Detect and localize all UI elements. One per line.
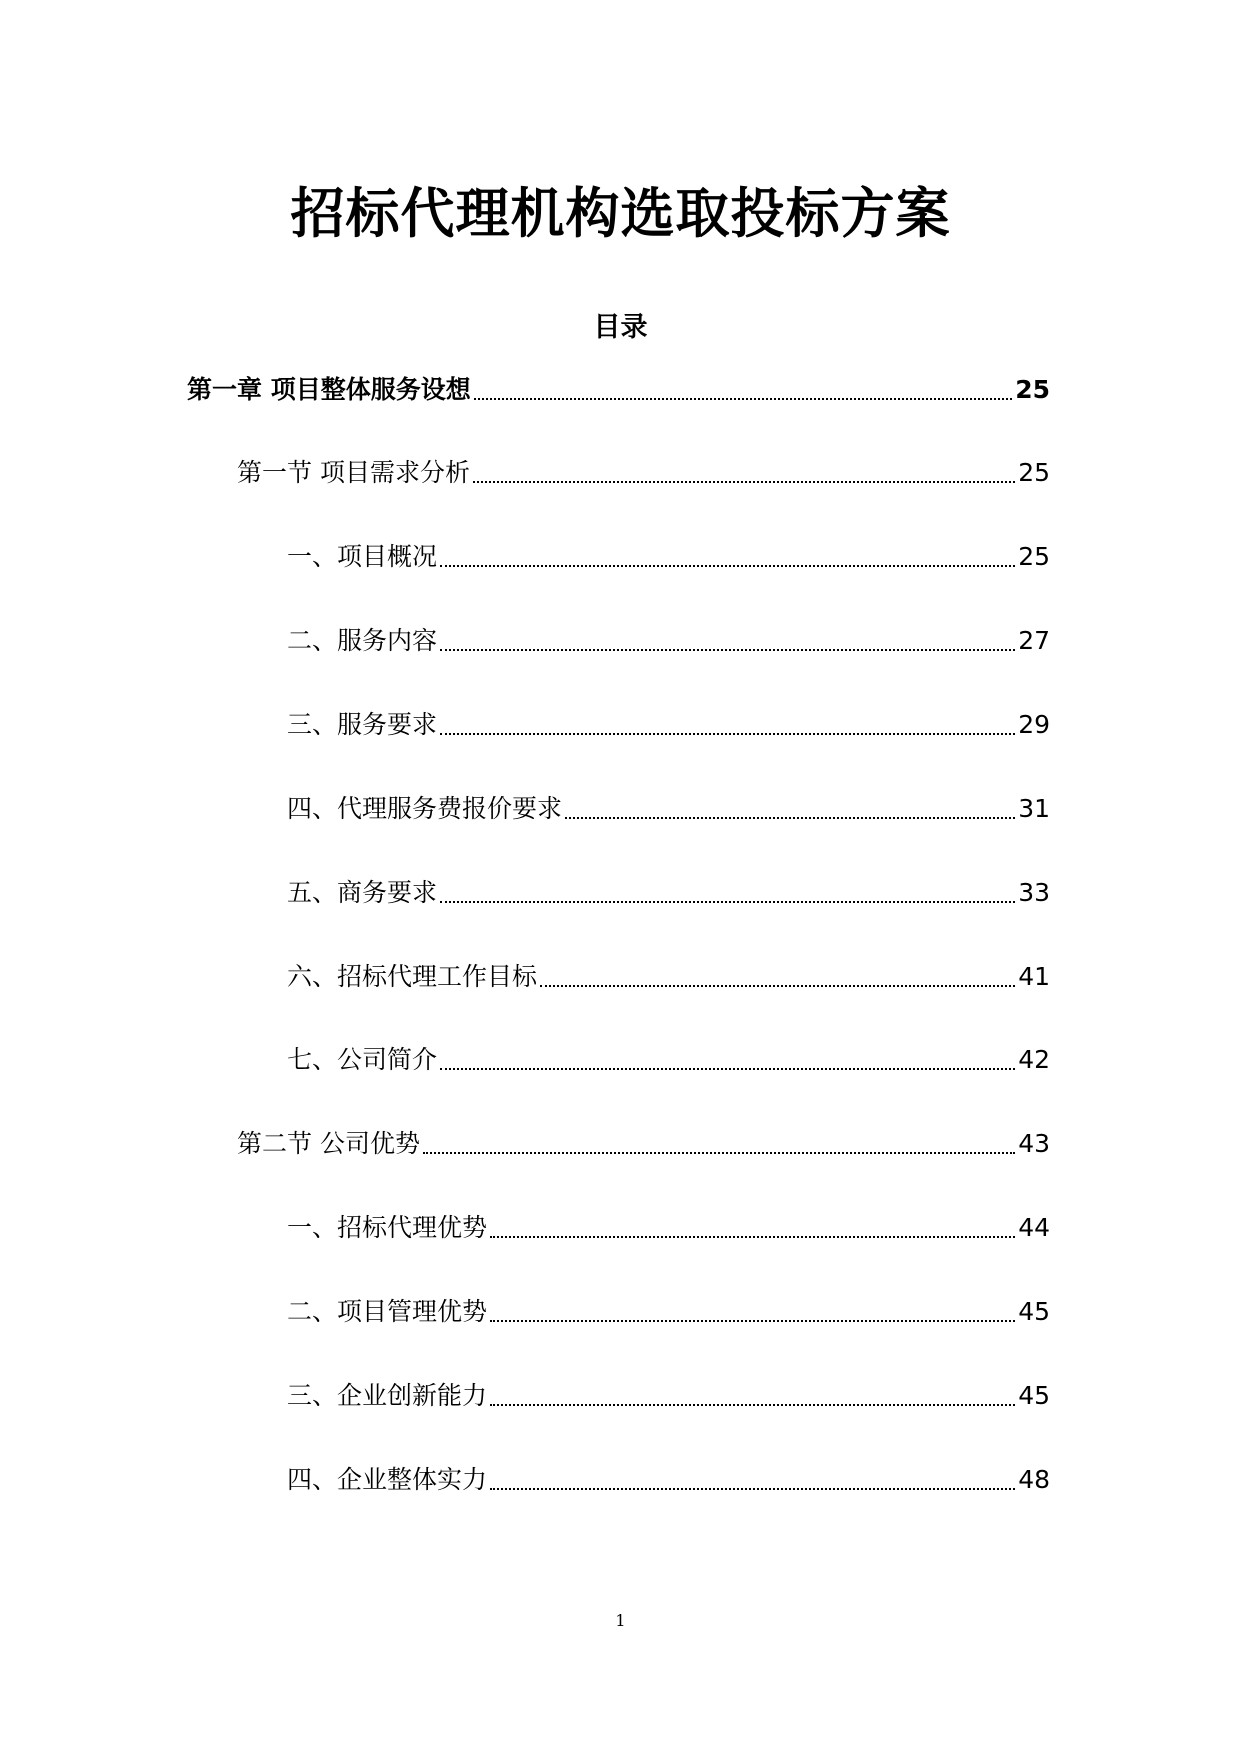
toc-entry[interactable] xyxy=(287,621,1050,661)
toc-leader-dots xyxy=(490,1404,1015,1406)
toc-entry-label: 四、代理服务费报价要求 xyxy=(287,794,563,823)
toc-entry-label: 三、服务要求 xyxy=(287,710,438,739)
toc-entry[interactable] xyxy=(287,1208,1050,1248)
toc-entry-label: 第一节 项目需求分析 xyxy=(237,458,470,487)
toc-leader-dots xyxy=(440,733,1015,735)
toc-entry-page: 43 xyxy=(1018,1129,1050,1158)
toc-entry[interactable] xyxy=(287,957,1050,997)
toc-entry-page: 29 xyxy=(1018,710,1050,739)
toc-entry-label: 六、招标代理工作目标 xyxy=(287,962,538,991)
toc-leader-dots xyxy=(440,1068,1015,1070)
toc-leader-dots xyxy=(440,565,1015,567)
toc-entry[interactable] xyxy=(187,370,1050,410)
toc-entry-page: 48 xyxy=(1018,1465,1050,1494)
toc-entry-label: 四、企业整体实力 xyxy=(287,1465,488,1494)
toc-leader-dots xyxy=(440,649,1015,651)
toc-entry-label: 一、项目概况 xyxy=(287,542,438,571)
toc-entry-label: 第二节 公司优势 xyxy=(237,1129,420,1158)
toc-leader-dots xyxy=(474,398,1012,400)
toc-entry-label: 第一章 项目整体服务设想 xyxy=(187,375,471,404)
toc-heading: 目录 xyxy=(593,312,648,343)
toc-entry-page: 25 xyxy=(1018,542,1050,571)
toc-entry[interactable] xyxy=(287,705,1050,745)
toc-entry[interactable] xyxy=(287,1040,1050,1080)
toc-entry[interactable] xyxy=(287,1460,1050,1500)
toc-entry-page: 33 xyxy=(1018,878,1050,907)
toc-leader-dots xyxy=(490,1488,1015,1490)
toc-leader-dots xyxy=(440,901,1015,903)
toc-entry[interactable] xyxy=(287,1292,1050,1332)
toc-entry-page: 27 xyxy=(1018,626,1050,655)
toc-entry-page: 25 xyxy=(1015,375,1050,404)
page-number: 1 xyxy=(615,1611,626,1630)
toc-leader-dots xyxy=(490,1320,1015,1322)
toc-entry[interactable] xyxy=(287,789,1050,829)
toc-entry-page: 41 xyxy=(1018,962,1050,991)
toc-entry[interactable] xyxy=(287,1376,1050,1416)
document-title: 招标代理机构选取投标方案 xyxy=(290,182,951,245)
toc-entry-page: 45 xyxy=(1018,1297,1050,1326)
toc-entry-label: 五、商务要求 xyxy=(287,878,438,907)
toc-entry[interactable] xyxy=(287,537,1050,577)
toc-entry-label: 七、公司简介 xyxy=(287,1045,438,1074)
toc-entry-page: 44 xyxy=(1018,1213,1050,1242)
toc-leader-dots xyxy=(540,985,1015,987)
toc-leader-dots xyxy=(423,1152,1015,1154)
toc-entry[interactable] xyxy=(237,453,1050,493)
toc-leader-dots xyxy=(490,1236,1015,1238)
toc-entry-label: 二、项目管理优势 xyxy=(287,1297,488,1326)
toc-entry[interactable] xyxy=(287,873,1050,913)
toc-entry-label: 三、企业创新能力 xyxy=(287,1381,488,1410)
toc-entry-page: 42 xyxy=(1018,1045,1050,1074)
toc-entry-page: 31 xyxy=(1018,794,1050,823)
toc-leader-dots xyxy=(565,817,1015,819)
toc-entry-label: 二、服务内容 xyxy=(287,626,438,655)
toc-entry-page: 45 xyxy=(1018,1381,1050,1410)
toc-entry-page: 25 xyxy=(1018,458,1050,487)
toc-leader-dots xyxy=(473,481,1015,483)
toc-entry[interactable] xyxy=(237,1124,1050,1164)
toc-entry-label: 一、招标代理优势 xyxy=(287,1213,488,1242)
